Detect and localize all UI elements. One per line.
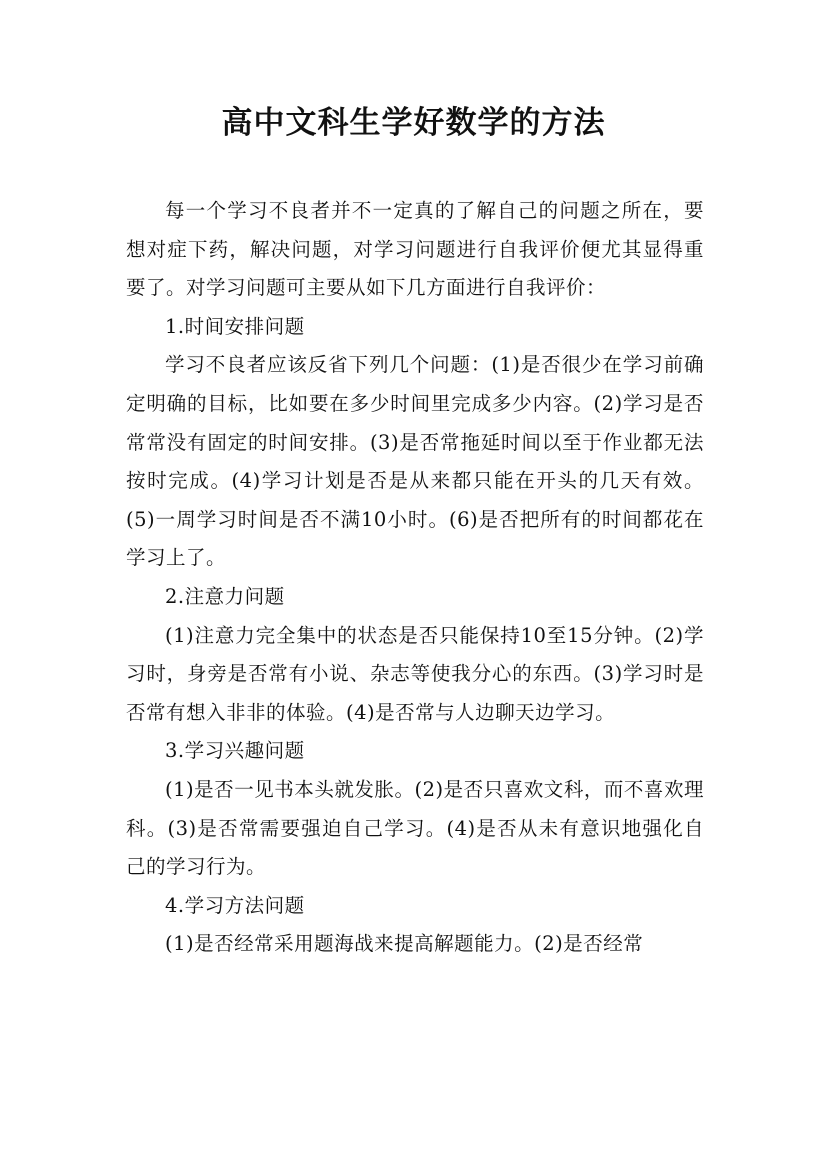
document-body: [126, 192, 704, 964]
section-heading-interest: 3.学习兴趣问题: [165, 739, 305, 763]
document-title: 高中文科生学好数学的方法: [221, 105, 606, 141]
interest-paragraph: (1)是否一见书本头就发胀。(2)是否只喜欢文科，而不喜欢理科。(3)是否常需要强迫自己学习。(4)是否从未有意识地强化自己的学习行为。: [126, 777, 704, 879]
attention-paragraph: (1)注意力完全集中的状态是否只能保持10至15分钟。(2)学习时，身旁是否常有小说、杂志等使我分心的东西。(3)学习时是否常有想入非非的体验。(4)是否常与人边聊天边学习。: [126, 623, 704, 724]
section-heading-method: 4.学习方法问题: [165, 893, 305, 917]
intro-paragraph: 每一个学习不良者并不一定真的了解自己的问题之所在，要想对症下药，解决问题，对学习问题进行自我评价便尤其显得重要了。对学习问题可主要从如下几方面进行自我评价：: [126, 199, 704, 300]
section-heading-time: 1.时间安排问题: [165, 314, 305, 338]
method-paragraph: (1)是否经常采用题海战来提高解题能力。(2)是否经常: [165, 932, 644, 956]
section-heading-attention: 2.注意力问题: [165, 584, 285, 608]
time-paragraph: 学习不良者应该反省下列几个问题：(1)是否很少在学习前确定明确的目标，比如要在多少时间里完成多少内容。(2)学习是否常常没有固定的时间安排。(3)是否常拖延时间以至于作业都无法按时完成。(4)学习计划是否是从来都只能在开头的几天有效。(5)一周学习时间是否不满10小时。(6)是否把所有的时间都花在学习上了。: [126, 353, 704, 570]
